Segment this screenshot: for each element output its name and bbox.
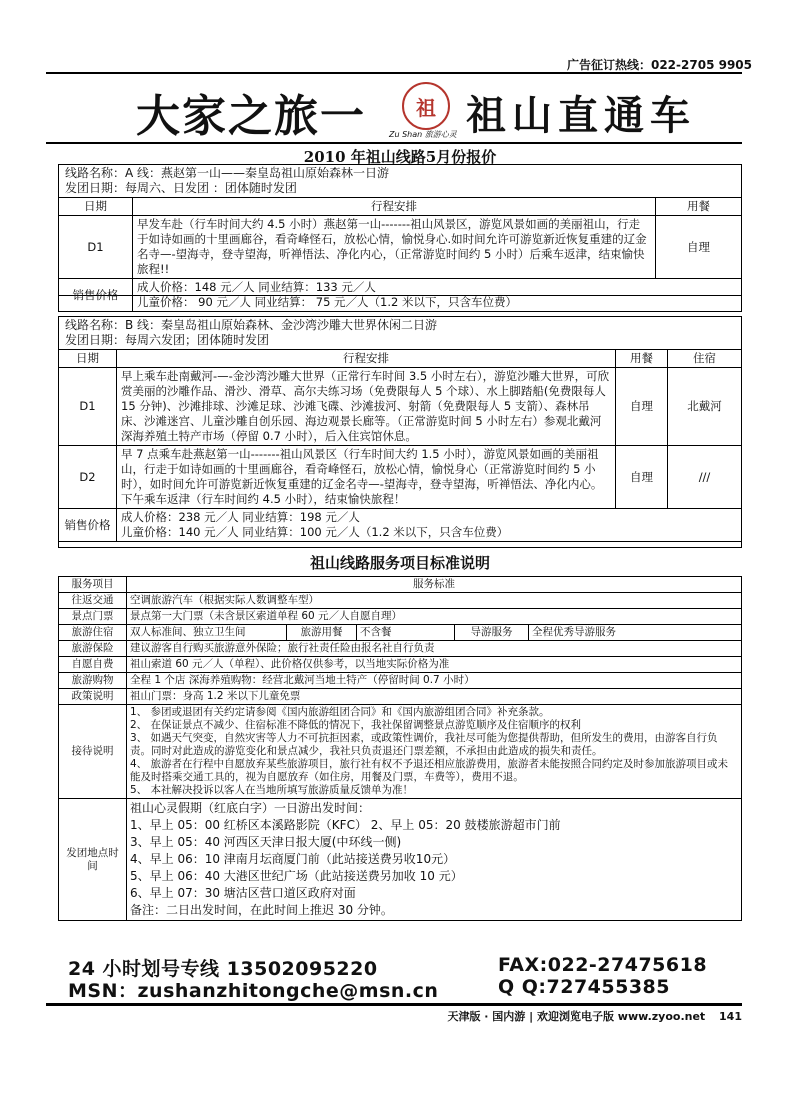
service-label: 旅游住宿 (59, 625, 127, 641)
booking-hotline: 24 小时划号专线 13502095220 (68, 958, 378, 980)
footer-divider (46, 1003, 742, 1006)
table-row (59, 593, 742, 609)
service-label: 旅游购物 (59, 673, 127, 689)
price-label: 销售价格 (59, 279, 133, 312)
schedule-text: 早上乘车赴南戴河-—-金沙湾沙雕大世界（正常行车时间 3.5 小时左右），游览沙雕大世界，可欣赏美丽的沙雕作品、滑沙、滑草、高尔夫练习场（免费限每人 5 个球）、水上脚踏船(免费限每人 15 分钟)、沙滩排球、沙滩足球、沙滩飞碟、沙滩拔河、射箭（免费限每人 5 支箭）、森林吊床、沙滩迷宫、儿童沙雕自创乐园、海边观景长廊等。（正常游览时间 5 小时左右）参观北戴河深海养殖土特产市场（停留 0.7 小时），后入住宾馆休息。 (117, 368, 616, 446)
route-b-dates: 发团日期：每周六发团；团体随时发团 (65, 333, 270, 347)
table-row (59, 446, 742, 509)
meal-value: 自理 (616, 368, 668, 446)
service-label: 往返交通 (59, 593, 127, 609)
page-number: 141 (719, 1010, 742, 1023)
service-label: 自愿自费 (59, 657, 127, 673)
route-b-table (58, 349, 742, 542)
meal-value: 自理 (616, 446, 668, 509)
table-row (59, 641, 742, 657)
stay-value: 北戴河 (668, 368, 742, 446)
depart-row (59, 799, 742, 921)
ad-hotline: 广告征订热线：022-2705 9905 (566, 58, 752, 72)
note-item: 3、 如遇天气突变，自然灾害等人力不可抗拒因素，或政策性调价，我社尽可能为您提供帮助，但所发生的费用，由游客自行负责。同时对此造成的游览变化和景点减少，我社只负责退还门票差额，不承担由此造成的损失和责任。 (130, 732, 718, 757)
schedule-text: 早发车赴（行车时间大约 4.5 小时）燕赵第一山-------祖山风景区，游览风景如画的美丽祖山，行走于如诗如画的十里画廊谷，看奇峰怪石，放松心情，愉悦身心.如时间允许可游览新近恢复重建的辽金名寺—-望海寺，登寺望海，听禅悟法、净化内心，（正常游览时间约 5 小时）后乘车返津，结束愉快旅程!! (133, 216, 656, 279)
note-item: 2、 在保证景点不减少、住宿标准不降低的情况下，我社保留调整景点游览顺序及住宿顺序的权利 (130, 719, 582, 731)
meal-label: 旅游用餐 (287, 625, 357, 641)
child-price: 儿童价格： 90 元／人 同业结算： 75 元／人（1.2 米以下，只含车位费） (137, 295, 517, 309)
depart-item: 祖山心灵假期（红底白字）一日游出发时间： (130, 801, 371, 815)
meal-value: 不含餐 (357, 625, 455, 641)
table-row (59, 673, 742, 689)
route-a-section (58, 164, 742, 309)
seal-char: 祖 (416, 95, 436, 120)
depart-item: 5、早上 06：40 大港区世纪广场（此站接送费另加收 10 元） (130, 869, 463, 883)
header-standard: 服务标准 (127, 577, 742, 593)
table-row (59, 657, 742, 673)
price-cell (133, 279, 742, 312)
msn-contact: MSN：zushanzhitongche@msn.cn (68, 980, 439, 1002)
page-title: 2010 年祖山线路5月份报价 (303, 148, 497, 166)
brand-left-text: 大家之旅一 (136, 91, 366, 142)
day-label: D1 (59, 368, 117, 446)
depart-item: 6、早上 07：30 塘沽区营口道区政府对面 (130, 886, 356, 900)
table-row (59, 609, 742, 625)
stay-value: /// (668, 446, 742, 509)
table-row (59, 216, 742, 279)
depart-item: 4、早上 06：10 津南月坛商厦门前（此站接送费另收10元） (130, 852, 456, 866)
service-label: 政策说明 (59, 689, 127, 705)
table-header-row (59, 577, 742, 593)
header-schedule: 行程安排 (133, 198, 656, 216)
footer-text: 天津版 · 国内游 | 欢迎浏览电子版 www.zyoo.net (447, 1010, 706, 1023)
table-row (59, 689, 742, 705)
guide-value: 全程优秀导游服务 (529, 625, 742, 641)
notes-row (59, 705, 742, 799)
service-value: 建议游客自行购买旅游意外保险；旅行社责任险由报名社自行负责 (127, 641, 742, 657)
table-row (59, 368, 742, 446)
service-value: 双人标准间、独立卫生间 (127, 625, 287, 641)
header-service: 服务项目 (59, 577, 127, 593)
depart-item: 备注：二日出发时间，在此时间上推迟 30 分钟。 (130, 903, 393, 917)
header-schedule: 行程安排 (117, 350, 616, 368)
price-cell (117, 509, 742, 542)
brand-right-text: 祖山直通车 (466, 92, 696, 139)
meal-value: 自理 (656, 216, 742, 279)
note-item: 1、 参团或退团有关约定请参阅《国内旅游组团合同》和《国内旅游组团合同》补充条款。 (130, 706, 550, 718)
header-stay: 住宿 (668, 350, 742, 368)
services-section (58, 576, 742, 921)
service-value: 祖山门票：身高 1.2 米以下儿童免票 (127, 689, 742, 705)
seal-subtitle: Zu Shan 旅游心灵 (389, 130, 457, 139)
services-table (58, 576, 742, 921)
notes-label: 接待说明 (59, 705, 127, 799)
depart-item: 3、早上 05：40 河西区天津日报大厦(中环线一侧) (130, 835, 402, 849)
note-item: 5、 本社解决投诉以客人在当地所填写旅游质量反馈单为准！ (130, 784, 414, 796)
services-title: 祖山线路服务项目标准说明 (309, 554, 490, 572)
day-label: D2 (59, 446, 117, 509)
depart-label: 发团地点时间 (59, 799, 127, 921)
table-row (59, 625, 742, 641)
header-meal: 用餐 (616, 350, 668, 368)
note-item: 4、 旅游者在行程中自愿放弃某些旅游项目，旅行社有权不予退还相应旅游费用，旅游者未能按照合同约定及时参加旅游项目或未能及时搭乘交通工具的，视为自愿放弃（如住房，用餐及门票，车费等），费用不退。 (130, 758, 729, 783)
notes-cell (127, 705, 742, 799)
price-label: 销售价格 (59, 509, 117, 542)
child-price: 儿童价格：140 元／人 同业结算：100 元／人（1.2 米以下，只含车位费） (121, 525, 509, 539)
table-header-row (59, 198, 742, 216)
route-b-name: 线路名称：B 线：秦皇岛祖山原始森林、金沙湾沙雕大世界休闲二日游 (65, 318, 438, 332)
service-value: 景点第一大门票（未含景区索道单程 60 元／人自愿自理） (127, 609, 742, 625)
route-a-name: 线路名称：A 线：燕赵第一山——秦皇岛祖山原始森林一日游 (65, 166, 390, 180)
header-date: 日期 (59, 198, 133, 216)
header-date: 日期 (59, 350, 117, 368)
adult-price: 成人价格：238 元／人 同业结算：198 元／人 (121, 510, 360, 524)
service-value: 全程 1 个店 深海养殖购物：经营北戴河当地土特产（停留时间 0.7 小时） (127, 673, 742, 689)
service-value: 空调旅游汽车（根据实际人数调整车型） (127, 593, 742, 609)
zushan-seal-logo (402, 82, 450, 130)
schedule-text: 早 7 点乘车赴燕赵第一山-------祖山风景区（行车时间大约 1.5 小时），游览风景如画的美丽祖山，行走于如诗如画的十里画廊谷，看奇峰怪石，放松心情，愉悦身心（正常游览时间约 5 小时），如时间允许可游览新近恢复重建的辽金名寺—-望海寺，登寺望海，听禅悟法、净化内心。下午乘车返津（行车时间约 4.5 小时），结束愉快旅程！ (117, 446, 616, 509)
price-row (59, 509, 742, 542)
guide-label: 导游服务 (455, 625, 529, 641)
service-value: 祖山索道 60 元／人（单程）、此价格仅供参考，以当地实际价格为准 (127, 657, 742, 673)
brand-banner (46, 72, 742, 144)
fax-number: FAX:022-27475618 (498, 954, 708, 976)
table-header-row (59, 350, 742, 368)
adult-price: 成人价格：148 元／人 同业结算：133 元／人 (137, 280, 376, 294)
route-b-section (58, 316, 742, 548)
footer (447, 1008, 742, 1024)
depart-cell (127, 799, 742, 921)
service-label: 景点门票 (59, 609, 127, 625)
service-label: 旅游保险 (59, 641, 127, 657)
header-meal: 用餐 (656, 198, 742, 216)
route-a-table (58, 197, 742, 312)
qq-contact: Q Q:727455385 (498, 976, 670, 998)
day-label: D1 (59, 216, 133, 279)
route-a-dates: 发团日期：每周六、日发团 ：团体随时发团 (65, 181, 297, 195)
price-row (59, 279, 742, 312)
depart-item: 1、早上 05：00 红桥区本溪路影院（KFC） 2、早上 05：20 鼓楼旅游超市门前 (130, 818, 561, 832)
